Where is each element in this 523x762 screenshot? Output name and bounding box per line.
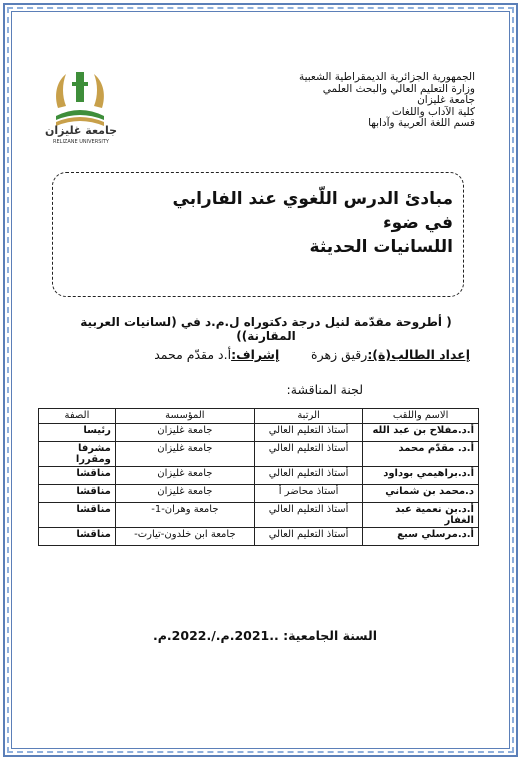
member-role: رئيسا <box>39 424 116 442</box>
table-row <box>39 503 479 528</box>
student-supervisor-line <box>150 347 470 362</box>
member-rank: أستاذ التعليم العالي <box>254 467 362 485</box>
thesis-title <box>153 187 453 259</box>
table-header-row <box>39 409 479 424</box>
member-name: أ.د.مرسلي سبع <box>363 528 479 546</box>
member-name: أ.د.براهيمي بوداود <box>363 467 479 485</box>
member-institution: جامعة غليزان <box>115 442 254 467</box>
member-institution: جامعة وهران-1- <box>115 503 254 528</box>
supervisor-name: أ.د مقدّم محمد <box>154 347 232 362</box>
member-institution: جامعة غليزان <box>115 467 254 485</box>
member-role: مناقشا <box>39 528 116 546</box>
thesis-description: ( أطروحة مقدّمة لنيل درجة دكتوراه ل.م.د في (لسانيات العربية المقارنة)) <box>80 315 452 343</box>
member-rank: أستاذ التعليم العالي <box>254 442 362 467</box>
table-row <box>39 485 479 503</box>
academic-year: السنة الجامعية: ..2021.م./.2022.م. <box>153 628 377 643</box>
member-name: أ.د.مفلاح بن عبد الله <box>363 424 479 442</box>
member-name: د.محمد بن شماني <box>363 485 479 503</box>
jury-table <box>38 408 479 546</box>
title-box <box>52 172 464 297</box>
member-name: أ.د.بن نعمية عبد الغفار <box>363 503 479 528</box>
member-role: مناقشا <box>39 503 116 528</box>
member-rank: أستاذ محاضر أ <box>254 485 362 503</box>
student-name: رقيق زهرة <box>311 347 368 362</box>
member-name: أ.د. مقدّم محمد <box>363 442 479 467</box>
title-line: اللسانيات الحديثة <box>309 237 453 257</box>
prepared-by-label: إعداد الطالب(ة): <box>367 347 470 362</box>
table-row <box>39 442 479 467</box>
member-role: مناقشا <box>39 467 116 485</box>
member-institution: جامعة غليزان <box>115 485 254 503</box>
member-rank: أستاذ التعليم العالي <box>254 503 362 528</box>
committee-title: لجنة المناقشة: <box>286 382 363 397</box>
column-header: الصفة <box>39 409 116 424</box>
member-rank: أستاذ التعليم العالي <box>254 528 362 546</box>
column-header: المؤسسة <box>115 409 254 424</box>
table-row <box>39 467 479 485</box>
header-line: جامعة غليزان <box>417 94 475 106</box>
institution-header <box>185 72 475 130</box>
logo-subtitle: RELIZANE UNIVERSITY <box>53 139 109 145</box>
member-role: مشرفا ومقررا <box>39 442 116 467</box>
supervisor-label: إشراف: <box>231 347 280 362</box>
column-header: الاسم واللقب <box>363 409 479 424</box>
table-row <box>39 424 479 442</box>
logo-name: جامعة غليزان <box>44 124 118 137</box>
column-header: الرتبة <box>254 409 362 424</box>
header-line: الجمهورية الجزائرية الديمقراطية الشعبية <box>298 71 475 83</box>
title-line: مبادئ الدرس اللّغوي عند الفارابي في ضوء <box>172 189 453 233</box>
table-row <box>39 528 479 546</box>
member-institution: جامعة ابن خلدون-تيارت- <box>115 528 254 546</box>
header-line: كلية الآداب واللغات <box>391 105 475 118</box>
header-line: قسم اللغة العربية وآدابها <box>368 117 475 129</box>
header-line: وزارة التعليم العالي والبحث العلمي <box>322 82 475 95</box>
member-institution: جامعة غليزان <box>115 424 254 442</box>
member-rank: أستاذ التعليم العالي <box>254 424 362 442</box>
member-role: مناقشا <box>39 485 116 503</box>
